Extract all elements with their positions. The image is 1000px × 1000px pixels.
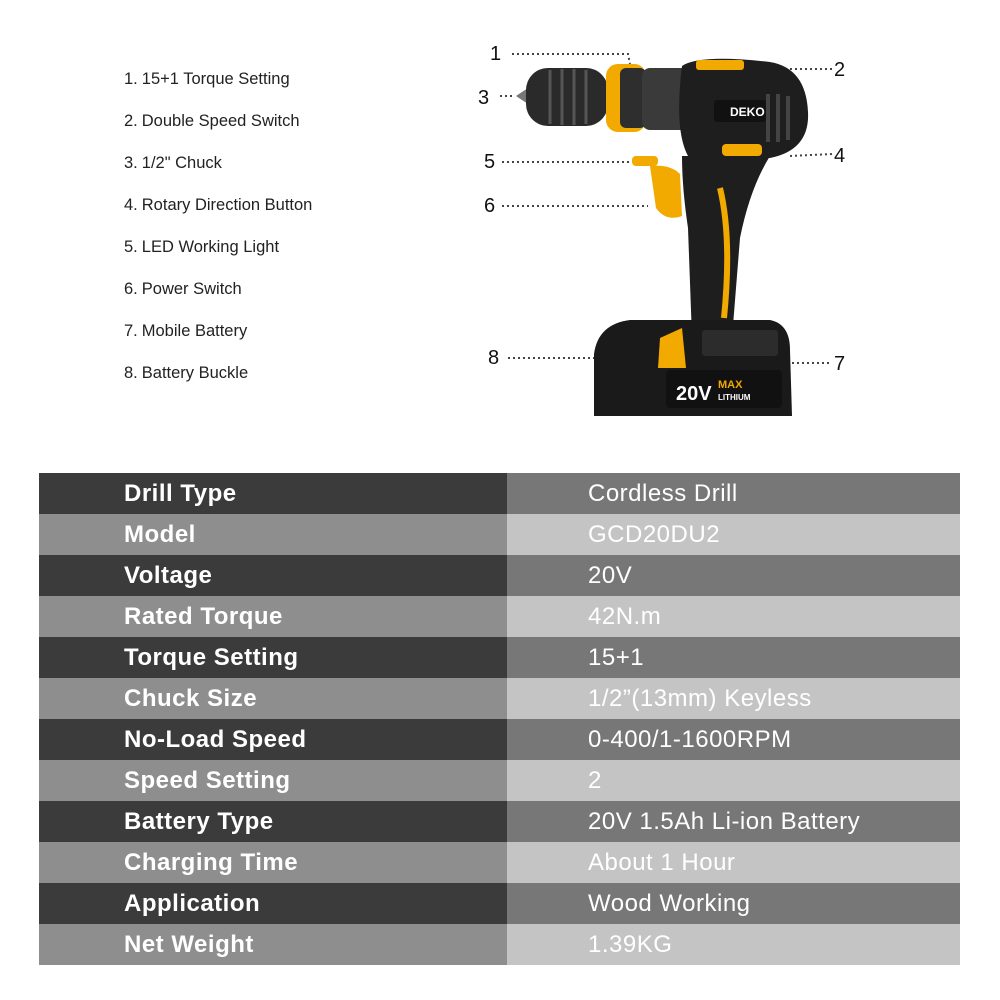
spec-key: Application: [39, 883, 507, 924]
table-row: [39, 555, 960, 596]
callout-8: 8: [488, 347, 500, 369]
spec-key: Net Weight: [39, 924, 507, 965]
callout-7: 7: [834, 353, 846, 375]
spec-key: Drill Type: [39, 473, 507, 514]
table-row: [39, 514, 960, 555]
spec-value: 1.39KG: [507, 924, 960, 965]
spec-key: Rated Torque: [39, 596, 507, 637]
battery-voltage-label: 20V: [676, 383, 712, 405]
spec-value: 1/2”(13mm) Keyless: [507, 678, 960, 719]
callout-line-1: [512, 54, 630, 64]
table-row: [39, 596, 960, 637]
callout-6: 6: [484, 195, 496, 217]
callout-2: 2: [834, 59, 846, 81]
spec-key: Chuck Size: [39, 678, 507, 719]
table-row: [39, 637, 960, 678]
spec-value: About 1 Hour: [507, 842, 960, 883]
spec-key: Speed Setting: [39, 760, 507, 801]
spec-value: 20V 1.5Ah Li-ion Battery: [507, 801, 960, 842]
spec-value: 15+1: [507, 637, 960, 678]
speed-switch: [696, 60, 744, 70]
spec-key: Torque Setting: [39, 637, 507, 678]
spec-value: GCD20DU2: [507, 514, 960, 555]
drill-illustration: [470, 38, 870, 438]
spec-value: 42N.m: [507, 596, 960, 637]
spec-key: Charging Time: [39, 842, 507, 883]
feature-list: [124, 66, 312, 402]
feature-item: 7. Mobile Battery: [124, 322, 248, 340]
spec-value: Cordless Drill: [507, 473, 960, 514]
spec-key: No-Load Speed: [39, 719, 507, 760]
callout-line-4: [790, 154, 832, 156]
brand-label: DEKO: [730, 105, 765, 119]
table-row: [39, 760, 960, 801]
callout-4: 4: [834, 145, 846, 167]
battery-lithium-label: LITHIUM: [718, 393, 751, 402]
feature-item: 2. Double Speed Switch: [124, 112, 300, 130]
table-row: [39, 842, 960, 883]
table-row: [39, 473, 960, 514]
direction-button: [722, 144, 762, 156]
spec-value: 0-400/1-1600RPM: [507, 719, 960, 760]
spec-value: Wood Working: [507, 883, 960, 924]
table-row: [39, 719, 960, 760]
spec-key: Model: [39, 514, 507, 555]
feature-item: 8. Battery Buckle: [124, 364, 249, 382]
battery-max-label: MAX: [718, 379, 743, 391]
table-row: [39, 883, 960, 924]
spec-value: 2: [507, 760, 960, 801]
feature-item: 4. Rotary Direction Button: [124, 196, 313, 214]
feature-item: 1. 15+1 Torque Setting: [124, 70, 290, 88]
feature-item: 5. LED Working Light: [124, 238, 280, 256]
spec-key: Voltage: [39, 555, 507, 596]
spec-key: Battery Type: [39, 801, 507, 842]
spec-value: 20V: [507, 555, 960, 596]
drill-image: [470, 38, 870, 438]
chuck: [526, 68, 608, 126]
led-light: [632, 156, 658, 166]
trigger: [650, 166, 682, 218]
feature-item: 3. 1/2" Chuck: [124, 154, 222, 172]
callout-1: 1: [490, 43, 502, 65]
callout-5: 5: [484, 151, 496, 173]
battery-top: [702, 330, 778, 356]
callout-3: 3: [478, 87, 490, 109]
spec-table: [39, 473, 960, 965]
feature-item: 6. Power Switch: [124, 280, 242, 298]
table-row: [39, 801, 960, 842]
table-row: [39, 924, 960, 965]
table-row: [39, 678, 960, 719]
